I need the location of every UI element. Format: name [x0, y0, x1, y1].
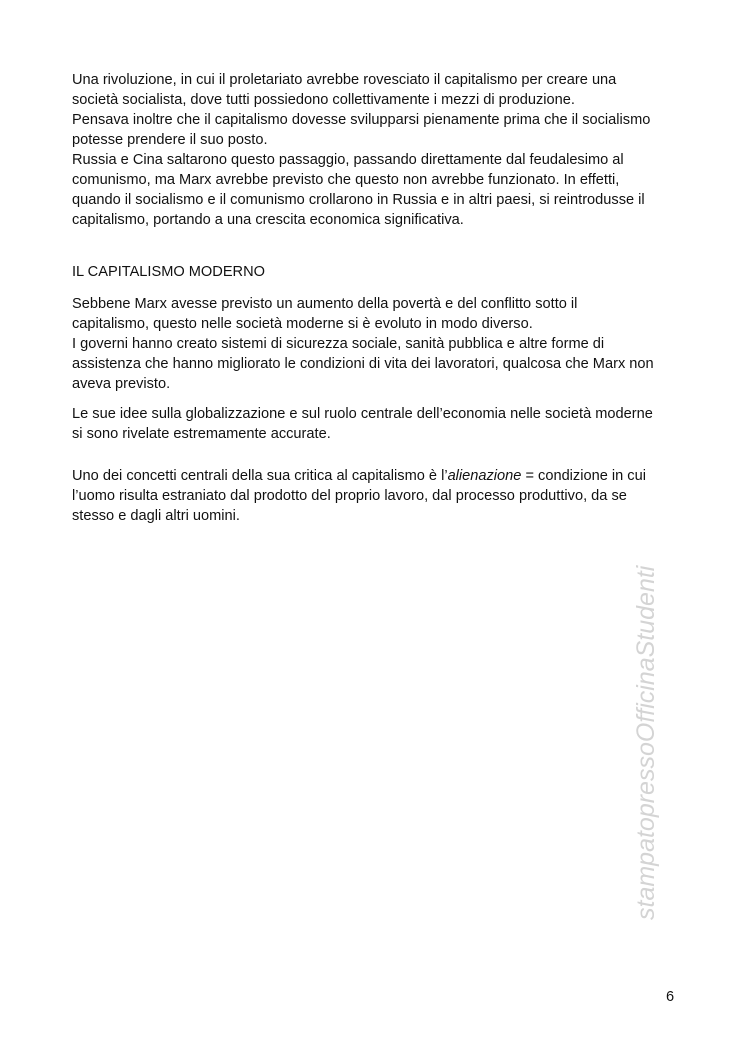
text-line: si sono rivelate estremamente accurate. [72, 426, 331, 442]
text-line: I governi hanno creato sistemi di sicurezza sociale, sanità pubblica e altre forme di [72, 336, 605, 352]
text-line: capitalismo, portando a una crescita economica significativa. [72, 212, 464, 228]
text-line: Russia e Cina saltarono questo passaggio, passando direttamente dal feudalesimo al [72, 152, 624, 168]
alienazione-term: alienazione [447, 468, 522, 484]
text-line: comunismo, ma Marx avrebbe previsto che questo non avrebbe funzionato. In effetti, [72, 172, 620, 188]
text-span: = condizione in cui [521, 468, 646, 484]
text-line: Sebbene Marx avesse previsto un aumento della povertà e del conflitto sotto il [72, 296, 578, 312]
text-line: società socialista, dove tutti possiedono collettivamente i mezzi di produzione. [72, 92, 575, 108]
text-line: stesso e dagli altri uomini. [72, 508, 240, 524]
text-line [72, 466, 646, 486]
text-line: Pensava inoltre che il capitalismo dovesse svilupparsi pienamente prima che il socialismo [72, 112, 651, 128]
text-line: aveva previsto. [72, 376, 171, 392]
section-heading: IL CAPITALISMO MODERNO [72, 264, 265, 280]
text-line: Una rivoluzione, in cui il proletariato avrebbe rovesciato il capitalismo per creare una [72, 72, 617, 88]
page-number: 6 [666, 989, 675, 1005]
text-line: Le sue idee sulla globalizzazione e sul ruolo centrale dell’economia nelle società moderne [72, 406, 653, 422]
text-line: potesse prendere il suo posto. [72, 132, 268, 148]
text-span: Uno dei concetti centrali della sua critica al capitalismo è l’ [72, 468, 448, 484]
watermark: stampatopressoOfficinaStudenti [632, 565, 660, 920]
text-line: quando il socialismo e il comunismo crollarono in Russia e in altri paesi, si reintrodusse il [72, 192, 645, 208]
text-line: capitalismo, questo nelle società moderne si è evoluto in modo diverso. [72, 316, 533, 332]
text-line: assistenza che hanno migliorato le condizioni di vita dei lavoratori, qualcosa che Marx non [72, 356, 654, 372]
text-line: l’uomo risulta estraniato dal prodotto del proprio lavoro, dal processo produttivo, da se [72, 488, 627, 504]
